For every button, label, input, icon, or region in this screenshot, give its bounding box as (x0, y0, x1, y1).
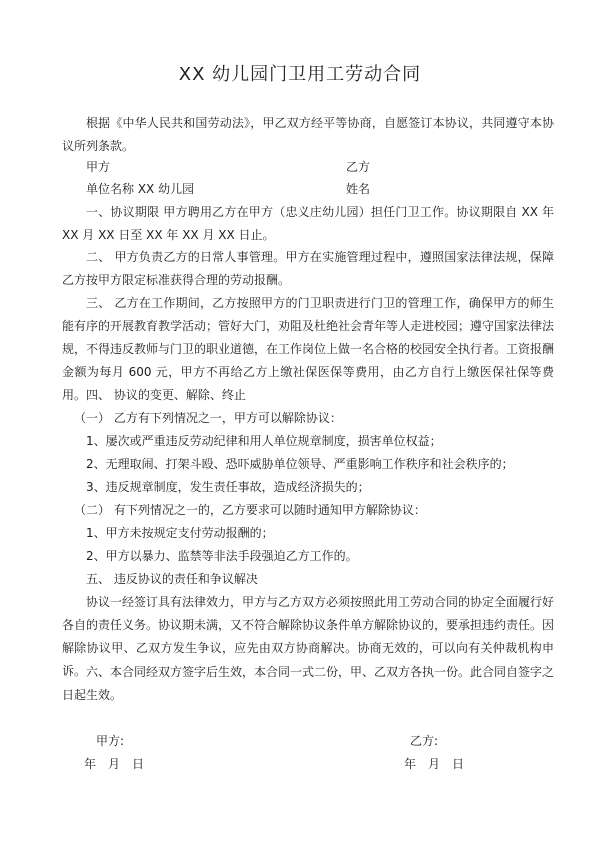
clause-4-heading: 四、 协议的变更、解除、终止 (86, 388, 246, 402)
clause-4-1: （一） 乙方有下列情况之一，甲方可以解除协议： (74, 411, 342, 425)
clause-2: 二、 甲方负责乙方的日常人事管理。甲方在实施管理过程中，遵照国家法律法规，保障乙方按甲方限定标准获得合理的劳动报酬。 (62, 250, 554, 287)
clause-5-heading: 五、 违反协议的责任和争议解决 (86, 572, 258, 586)
clause-3: 三、 乙方在工作期间，乙方按照甲方的门卫职责进行门卫的管理工作，确保甲方的师生能有序的开展教育教学活动；管好大门，劝阻及杜绝社会青年等人走进校园；遵守国家法律法规，不得违反教师与门卫的职业道德，在工作岗位上做一名合格的校园安全执行者。工资报酬金额为每月 600 元，甲方不再给乙方上缴社保医保等费用，由乙方自行上缴医保社保等费用。 (62, 296, 555, 402)
unit-name: 单位名称 XX 幼儿园 (86, 182, 195, 196)
clause-4-2-item-2: 2、甲方以暴力、监禁等非法手段强迫乙方工作的。 (86, 549, 358, 563)
clause-4-1-item-3: 3、违反规章制度，发生责任事故，造成经济损失的； (86, 480, 370, 494)
party-b-label: 乙方 (346, 160, 371, 174)
clause-4-2: （二） 有下列情况之一的，乙方要求可以随时通知甲方解除协议： (74, 503, 426, 517)
clause-4-2-item-1: 1、甲方未按规定支付劳动报酬的； (86, 526, 274, 540)
clause-4-1-item-2: 2、无理取闹、打架斗殴、恐吓威胁单位领导、严重影响工作秩序和社会秩序的； (86, 457, 514, 471)
clause-4-1-item-1: 1、屡次或严重违反劳动纪律和用人单位规章制度，损害单位权益； (86, 434, 442, 448)
date-party-b: 年 月 日 (404, 757, 465, 771)
clause-5: 协议一经签订具有法律效力，甲方与乙方双方必须按照此用工劳动合同的协定全面履行好各自的责任义务。协议期未满，又不符合解除协议条件单方解除协议的，要承担违约责任。因解除协议甲、乙双方发生争议，应先由双方协商解决。协商无效的，可以向有关仲裁机构申诉。 (62, 595, 555, 678)
clause-6: 六、本合同经双方签字后生效，本合同一式二份，甲、乙双方各执一份。此合同自签字之日起生效。 (62, 665, 555, 702)
name-label: 姓名 (346, 182, 371, 196)
signature-party-a: 甲方: (96, 734, 125, 748)
signature-party-b: 乙方: (410, 734, 439, 748)
party-a-label: 甲方 (86, 160, 111, 174)
intro-paragraph: 根据《中华人民共和国劳动法》，甲乙双方经平等协商，自愿签订本协议，共同遵守本协议所列条款。 (62, 116, 554, 153)
date-party-a: 年 月 日 (84, 757, 145, 771)
document-title: XX 幼儿园门卫用工劳动合同 (178, 64, 422, 85)
clause-1: 一、协议期限 甲方聘用乙方在甲方（忠义庄幼儿园）担任门卫工作。协议期限自 XX 年 XX 月 XX 日至 XX 年 XX 月 XX 日止。 (62, 205, 554, 242)
